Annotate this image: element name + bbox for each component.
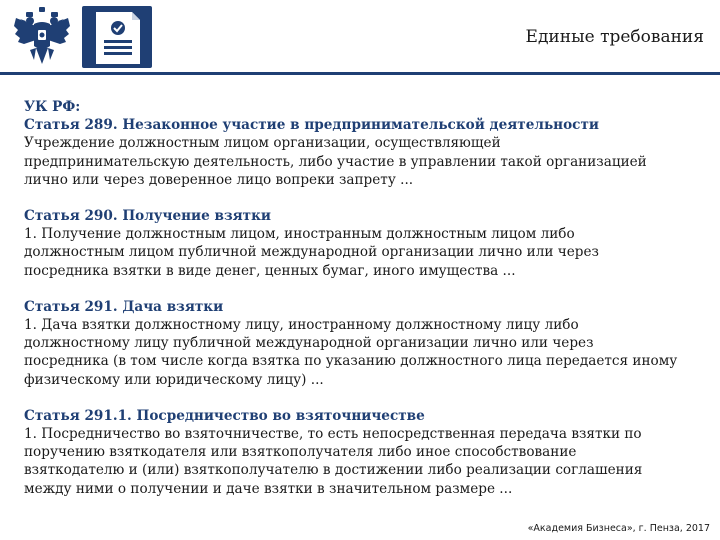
article-heading: Статья 290. Получение взятки — [24, 208, 272, 225]
article-289 — [24, 116, 704, 189]
article-heading: Статья 291. Дача взятки — [24, 298, 224, 315]
code-heading: УК РФ: — [24, 99, 81, 115]
article-290 — [24, 207, 704, 280]
article-text: 1. Получение должностным лицом, иностранным должностным лицом либо должностным лицом публичной международной организации лично или через посредника взятки в виде денег, ценных бумаг, иного имущества ... — [24, 226, 599, 279]
document-body — [24, 98, 704, 516]
double-headed-eagle-icon — [10, 6, 74, 68]
page-title: Единые требования — [525, 27, 704, 47]
article-291-1 — [24, 407, 704, 498]
certificate-document-icon — [82, 6, 152, 68]
article-text: 1. Дача взятки должностному лицу, иностранному должностному лицу либо должностному лицу публичной международной организации лично или через посредника (в том числе когда взятка по указанию должностного лица передается иному физическому или юридическому лицу) ... — [24, 317, 678, 388]
certificate-badge — [82, 6, 152, 68]
header-divider — [0, 72, 720, 75]
article-291 — [24, 298, 704, 389]
article-text: 1. Посредничество во взяточничестве, то есть непосредственная передача взятки по поручению взяткодателя или взяткополучателя либо иное способствование взяткодателю и (или) взяткополучателю в достижении либо реализации соглашения между ними о получении и даче взятки в значительном размере ... — [24, 426, 643, 497]
article-heading: Статья 289. Незаконное участие в предпринимательской деятельности — [24, 117, 599, 134]
footer-caption: «Академия Бизнеса», г. Пенза, 2017 — [527, 523, 710, 534]
article-text: Учреждение должностным лицом организации, осуществляющей предпринимательскую деятельность, либо участие в управлении такой организацией лично или через доверенное лицо вопреки запрету ... — [24, 135, 647, 188]
article-heading: Статья 291.1. Посредничество во взяточничестве — [24, 407, 425, 424]
